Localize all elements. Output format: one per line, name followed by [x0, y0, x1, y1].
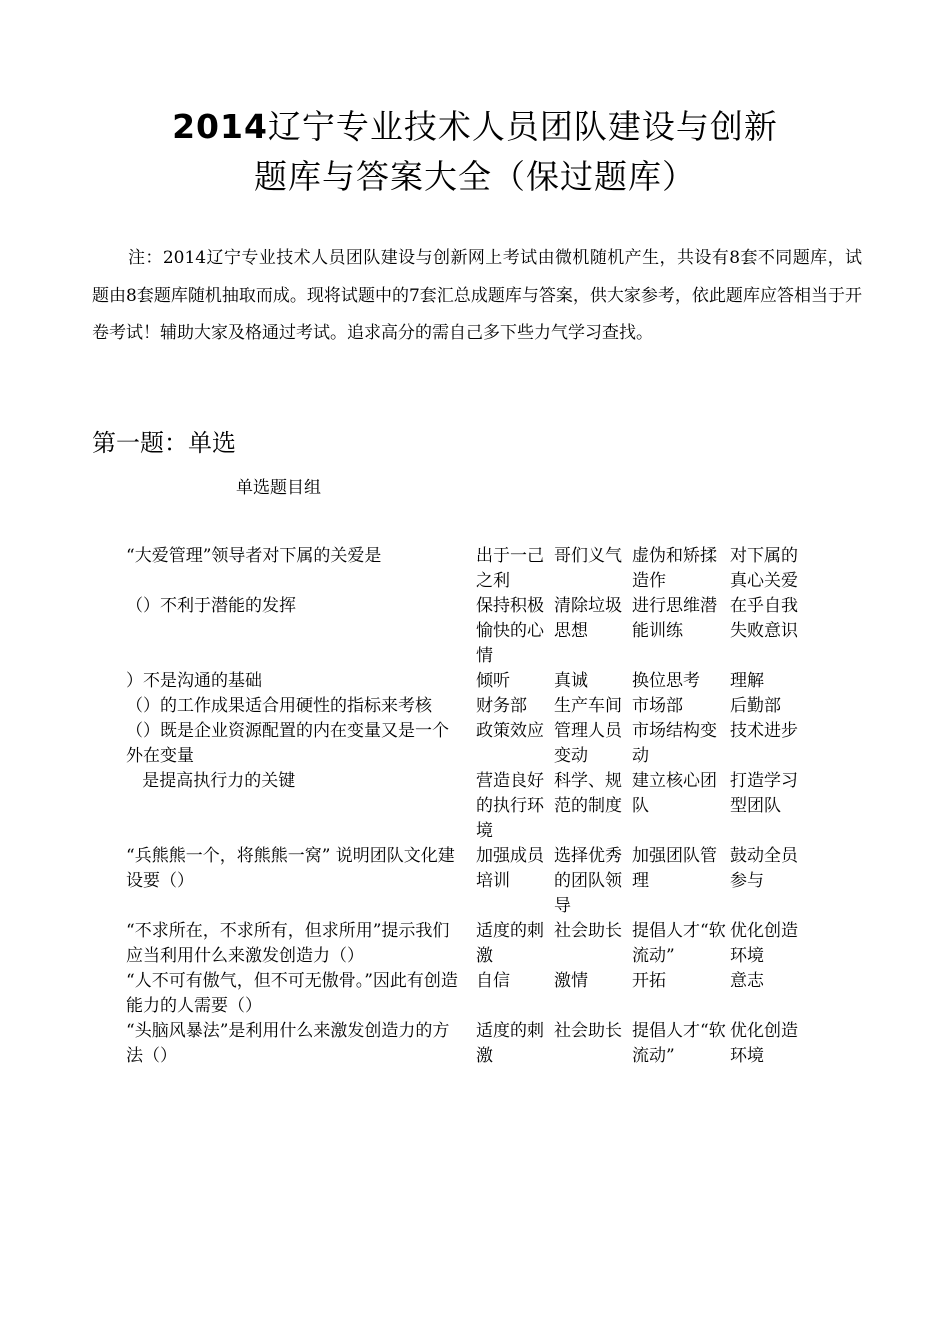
- option-b: 选择优秀的团队领导: [554, 846, 622, 916]
- document-title-line-2: 题库与答案大全（保过题库）: [254, 157, 696, 196]
- option-d: 鼓动全员参与: [730, 846, 798, 891]
- question-text: （）不利于潜能的发挥: [126, 596, 296, 616]
- option-c: 市场部: [632, 696, 683, 716]
- option-d: 打造学习型团队: [730, 771, 798, 816]
- option-c: 加强团队管理: [632, 846, 717, 891]
- option-a: 倾听: [476, 671, 510, 691]
- question-text: （）的工作成果适合用硬性的指标来考核: [126, 696, 432, 716]
- option-c: 开拓: [632, 971, 666, 991]
- question-row: [126, 844, 826, 919]
- option-b: 生产车间: [554, 696, 622, 716]
- question-row: [126, 669, 826, 694]
- option-b: 哥们义气: [554, 546, 622, 566]
- option-d: 理解: [730, 671, 764, 691]
- question-row: [126, 544, 826, 594]
- option-b: 社会助长: [554, 1021, 622, 1041]
- option-a: 加强成员培训: [476, 846, 544, 891]
- option-c: 虚伪和矫揉造作: [632, 546, 717, 591]
- question-row: [126, 594, 826, 669]
- option-b: 真诚: [554, 671, 588, 691]
- question-text: “头脑风暴法”是利用什么来激发创造力的方法（）: [126, 1021, 450, 1066]
- intro-note: 注：2014辽宁专业技术人员团队建设与创新网上考试由微机随机产生，共设有8套不同题库，试题由8套题库随机抽取而成。现将试题中的7套汇总成题库与答案，供大家参考，依此题库应答相当于开卷考试！辅助大家及格通过考试。追求高分的需自己多下些力气学习查找。: [92, 248, 862, 343]
- option-b: 清除垃圾思想: [554, 596, 622, 641]
- option-a: 财务部: [476, 696, 527, 716]
- question-text: 是提高执行力的关键: [126, 771, 296, 791]
- section-heading: 第一题：单选: [92, 429, 236, 457]
- question-row: [126, 919, 826, 969]
- option-b: 社会助长: [554, 921, 622, 941]
- question-row: [126, 694, 826, 719]
- option-d: 优化创造环境: [730, 921, 798, 966]
- option-c: 进行思维潜能训练: [632, 596, 717, 641]
- option-d: 意志: [730, 971, 764, 991]
- question-text: ）不是沟通的基础: [126, 671, 262, 691]
- option-a: 适度的刺激: [476, 1021, 544, 1066]
- option-d: 技术进步: [730, 721, 798, 741]
- question-text: “大爱管理”领导者对下属的关爱是: [126, 546, 382, 566]
- option-a: 政策效应: [476, 721, 544, 741]
- option-a: 营造良好的执行环境: [476, 771, 544, 841]
- option-c: 换位思考: [632, 671, 700, 691]
- question-text: “人不可有傲气，但不可无傲骨。”因此有创造能力的人需要（）: [126, 971, 458, 1016]
- option-b: 激情: [554, 971, 588, 991]
- option-d: 在乎自我失败意识: [730, 596, 798, 641]
- option-a: 适度的刺激: [476, 921, 544, 966]
- option-a: 出于一己之利: [476, 546, 544, 591]
- title-year: 2014: [172, 107, 268, 146]
- option-a: 自信: [476, 971, 510, 991]
- question-text: “兵熊熊一个，将熊熊一窝” 说明团队文化建设要（）: [126, 846, 455, 891]
- question-row: [126, 719, 826, 769]
- option-c: 提倡人才“软流动”: [632, 1021, 726, 1066]
- question-row: [126, 769, 826, 844]
- option-c: 市场结构变动: [632, 721, 717, 766]
- question-text: （）既是企业资源配置的内在变量又是一个外在变量: [126, 721, 449, 766]
- option-c: 建立核心团队: [632, 771, 717, 816]
- option-d: 对下属的真心关爱: [730, 546, 798, 591]
- question-text: “不求所在，不求所有，但求所用”提示我们应当利用什么来激发创造力（）: [126, 921, 450, 966]
- question-row: [126, 969, 826, 1019]
- option-b: 管理人员变动: [554, 721, 622, 766]
- option-d: 优化创造环境: [730, 1021, 798, 1066]
- option-a: 保持积极愉快的心情: [476, 596, 544, 666]
- option-c: 提倡人才“软流动”: [632, 921, 726, 966]
- option-d: 后勤部: [730, 696, 781, 716]
- title-line-1-text: 辽宁专业技术人员团队建设与创新: [267, 107, 778, 146]
- option-b: 科学、规范的制度: [554, 771, 622, 816]
- document-title-line-1: [0, 103, 950, 151]
- question-row: [126, 1019, 826, 1069]
- question-table: [126, 544, 826, 1069]
- question-group-title: 单选题目组: [236, 478, 321, 498]
